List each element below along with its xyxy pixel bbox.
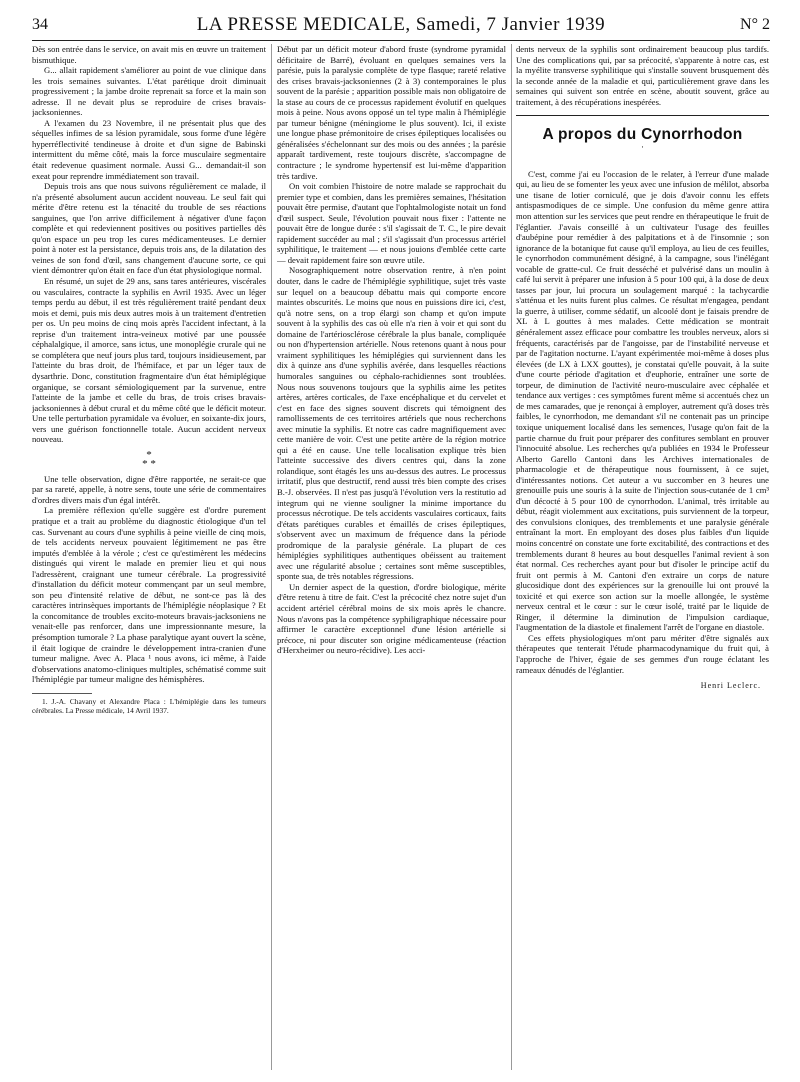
issue-date: Samedi, 7 Janvier 1939 [415,14,606,35]
page-number: 34 [32,16,48,33]
paragraph: Nosographiquement notre observation rentre, à n'en point douter, dans le cadre de l'hémiplégie syphilitique, sujet très vaste sur lequel on a beaucoup débattu mais qui comporte encore maintes obscurités. Le moins que nous en puissions dire ici, c'est, qu'à notre sens, on a trop élargi son champ et qu'on impute souvent à la syphilis des cas où elle n'a rien à voir et qui sont du domaine de l'artériosclérose cérébrale la plus banale, compliquée ou non d'hypertension artérielle. Nous retenons quant à nous pour vraiment syphilitiques les hémiplégies qui surviennent dans les dix à quinze ans d'une syphilis avérée, dans lesquelles réactions humorales sanguines ou céphalo-rachidiennes sont troublées. Nous nous souvenons toujours que la syphilis aime les petites artères, artères corticales, de l'axe encéphalique et du cervelet et c'est en face des signes souvent discrets qui témoignent des ramollissements de ces territoires artériels que nous recherchons avec minutie la syphilis. Et notre cas cadre magnifiquement avec cette manière de voir. C'est une petite artère de la région motrice qui a été en cause. Une telle localisation explique très bien l'atteinte successive des divers centres qui, dans la zone rolandique, sont étagés les uns au-dessus des autres. Le processus irritatif, plus que destructif, rend aussi très bien compte des crises B.-J. observées. Il n'est pas jusqu'à l'évolution vers la restitutio ad integrum qui ne vienne souligner la minime importance du processus nécrotique. De tels accidents vasculaires corticaux, faits d'états parétiques curables et émaillés de crises épileptiques, s'observent avec un maximum de fréquence dans la période prodromique de la paralysie générale. La plupart de ces hémiplégies syphilitiques authentiques obéissent au traitement avec une régularité absolue ; certaines sont même susceptibles, sponte sua, de très notables régressions. [277,265,506,582]
paragraph: Ces effets physiologiques m'ont paru mériter d'être signalés aux thérapeutes que tenterait l'étude pharmacodynamique du fruit qui, à l'approche de l'hiver, égaie de ses gemmes d'un rouge éclatant les rameaux dénudés de l'églantier. [516,632,769,675]
section-separator: * * * [142,448,156,470]
column-1 [32,44,266,1064]
title-ornament: · [641,141,644,152]
column-2 [277,44,506,1064]
paragraph: Depuis trois ans que nous suivons régulièrement ce malade, il n'a présenté absolument aucun accident nouveau. Le seul fait qui mérite d'être retenu est la ténacité du trouble de ses réactions sanguines, que l'on arrive difficilement à négativer d'une façon complète et qui redeviennent positives ou positives partielles dès qu'on espace un peu trop les cures médicamenteuses. Le dernier point à noter est la persistance, depuis trois ans, de la dilatation des veines de son fond d'œil, sans changement d'aucune sorte, ce qui vient démontrer qu'on était en face d'un état physiologique normal. [32,181,266,276]
paragraph: On voit combien l'histoire de notre malade se rapprochait du premier type et combien, dans les premières semaines, l'hésitation pouvait être permise, d'autant que l'ophtalmologiste notait un fond d'œil suspect. Seule, l'évolution pouvait nous fixer : l'attente ne pouvait être de longue durée : s'il s'agissait de T. C., le pire devait rapidement succéder au mal ; s'il s'agissait d'un processus artériel syphilitique, le traitement — et nous jouions d'emblée cette carte — devait rapidement faire son œuvre utile. [277,181,506,265]
column-divider-2 [511,44,512,1070]
paragraph: Dès son entrée dans le service, on avait mis en œuvre un traitement bismuthique. [32,44,266,65]
column-3 [516,44,769,1064]
paragraph: C'est, comme j'ai eu l'occasion de le relater, à l'erreur d'une malade qui, au lieu de se fomenter les yeux avec une infusion de mélilot, absorba une tisane de lotier corniculé, que je dois d'avoir connu les effets antispasmodiques de ce simple. Une confusion du même genre attira mon attention sur les services que peut rendre en thérapeutique le fruit de l'églantier. J'avais conseillé à un cultivateur l'usage des feuilles d'aubépine pour remédier à des palpitations et à de l'insomnie ; son ignorance de la botanique fut cause qu'il employa, au lieu de ces feuilles, le cynorrhodon communément désigné, à la campagne, sous l'inélégant vocable de gratte-cul. Ce fruit desséché et pulvérisé dans un moulin à café lui servit à préparer une infusion à 5 pour 100 qui, à la dose de deux tasses par jour, lui procura un soulagement marqué : la tachycardie s'atténua et les nuits furent plus calmes. Ce résultat m'engagea, pendant la guerre, à utiliser, comme sédatif, un alcoolé dont je faisais prendre de XL à L gouttes à mes malades. Cette médication se montrait généralement assez efficace pour combattre les troubles nerveux, alors si fréquents, caractérisés par de l'angoisse, par de l'instabilité nerveuse et par de l'agitation nocturne. L'ayant expérimentée moi-même à doses plus élevées (de LX à LXX gouttes), je constatai qu'elle pouvait, à la suite d'une courte période d'agitation et d'euphorie, entraîner une sorte de torpeur, de diminution de l'activité neuro-musculaire avec céphalée et tendance aux vertiges : ces symptômes furent même si accentués chez un de mes camarades, que je renonçai à employer, autrement qu'à doses très faibles, le cynorrhodon, me demandant s'il ne contenait pas un principe toxique uniquement localisé dans les semences, l'usage qu'on fait de la partie charnue du fruit pour préparer des confitures semblant en prouver l'innocuité absolue. Les recherches qu'a publiées en 1934 le Professeur Alberto Garello Cantoni dans les Archives internationales de pharmacologie et de thérapeutique nous fournissent, à ce sujet, d'intéressantes notions. Cet auteur a vu succomber en 3 heures une grenouille puis une souris à la suite de l'injection sous-cutanée de 1 cm³ d'un décocté à 5 pour 100 de cynorrhodon. L'animal, très irritable au début, réagit violemment aux excitations, puis surviennent de la torpeur, des convulsions cloniques, des tremblements et une paralysie générale entraînant la mort. En employant des doses plus faibles d'un liquide moins concentré on constate une forte excitabilité, des contractions et des tremblements durant 8 heures au bout desquelles l'animal revient à son état normal. Ces recherches ayant pour but d'isoler le principe actif du fruit ont permis à M. Cantoni d'en extraire un corps de nature glucosidique dont des expériences sur la grenouille lui ont prouvé la toxicité et qui exerce son action sur la moelle allongée, le système nerveux central et le cœur : sur le cœur isolé, traité par le liquide de Ringer, il détermine la diminution de l'impulsion cardiaque, l'augmentation de la diastole et finalement l'arrêt de l'organe en diastole. [516,168,769,633]
issue-number: N° 2 [740,16,770,33]
journal-title [32,14,770,36]
article-separator-rule [516,115,769,116]
author-signature: Henri Leclerc. [700,681,761,691]
paragraph: G... allait rapidement s'améliorer au point de vue clinique dans les trois semaines suivantes. L'état parétique droit diminuait progressivement ; la jambe droite reprenait sa force et la main son adresse. Il ne devait plus se reproduire de crises bravais-jacksoniennes. [32,65,266,118]
paragraph: Début par un déficit moteur d'abord fruste (syndrome pyramidal déficitaire de Barré), évoluant en quelques semaines vers la parésie, puis la paralysie complète de type flasque; rareté relative des crises bravais-jacksoniennes (2 à 3) contemporaines le plus souvent de la parésie ; apparition possible mais non obligatoire de la stase au cours de ce processus rapidement évolutif en quelques mois à peine. Nous avons opposé un tel type malin à l'hémiplégie par tumeur bénigne (méningiome le plus souvent). Ici, il existe une longue phase prémonitoire de crises épileptiques localisées ou généralisées s'échelonnant sur des mois ou des années ; la parésie apparaît tardivement, reste toujours discrète, s'accompagne de contracture ; le syndrome hypertensif est lui-même d'apparition très tardive. [277,44,506,181]
running-header [32,14,770,42]
column-divider-1 [271,44,272,1070]
paragraph: Une telle observation, digne d'être rapportée, ne serait-ce que par sa rareté, appelle, à notre sens, toute une série de commentaires d'ordres divers mais d'un égal intérêt. [32,473,266,505]
paragraph: Un dernier aspect de la question, d'ordre biologique, mérite d'être retenu à titre de fait. C'est la précocité chez notre sujet d'un accident artériel cérébral moins de six mois après le chancre. Nous n'avons pas la compétence syphiligraphique nécessaire pour affirmer le caractère exceptionnel d'une lésion artérielle si précoce, ni pour discuter son origine médicamenteuse (réaction d'Herxheimer ou neuro-récidive). Les acci- [277,581,506,656]
footnote-rule [32,693,92,694]
paragraph: En résumé, un sujet de 29 ans, sans tares antérieures, viscérales ou vasculaires, contracte la syphilis en Avril 1935. Avec un léger temps perdu au début, il est très régulièrement traité pendant deux mois et demi, puis mis deux autres mois à un traitement d'entretien per os. Un peu moins de cinq mois après l'accident infectant, à la reprise d'un traitement intra-veineux motivé par une poussée céphalalgique, il amorce, sans ictus, une monoplégie crurale qui ne se complétera que neuf jours plus tard, toujours insidieusement, par l'atteinte du bras droit, de l'hémiface, et par un léger taux de dysarthrie. Donc, constitution fragmentaire d'un état hémiplégique organique, se corsant sémiologiquement par la survenue, entre l'atteinte de la jambe et celle du bras, de trois crises bravais-jacksoniennes à début crural et du même côté que le déficit moteur. Une telle perturbation pyramidale va évoluer, en soixante-dix jours, vers une guérison fonctionnelle totale. Aucun accident nerveux nouveau. [32,276,266,445]
header-rule [32,40,770,41]
journal-name: LA PRESSE MEDICALE, [196,14,411,35]
paragraph: A l'examen du 23 Novembre, il ne présentait plus que des séquelles infimes de sa lésion pyramidale, sous forme d'une légère hyperréflectivité tendineuse à droite et d'un signe de Babinski intermittent du même côté, mais la force musculaire segmentaire était redevenue quasiment normale. Aussi G... demandait-il son exeat pour reprendre immédiatement son travail. [32,117,266,181]
footnote: 1. J.-A. Chavany et Alexandre Placa : L'hémiplégie dans les tumeurs cérébrales. La Presse médicale, 14 Avril 1937. [32,696,266,715]
paragraph: La première réflexion qu'elle suggère est d'ordre purement pratique et a trait au problème du diagnostic étiologique d'un tel cas. Survenant au cours d'une syphilis à peine vieille de cinq mois, de tels accidents nerveux pouvaient légitimement ne pas être imputés d'emblée à la vérole ; c'est ce qu'estimèrent les médecins distingués qui virent le malade en premier lieu et qui nous l'adressèrent, craignant une tumeur cérébrale. La progressivité d'installation du déficit moteur commençant par un seul membre, son peu d'intensité relative de début, ne sont-ce pas là des caractères intrinsèques importants de l'hémiplégie néoplasique ? Et la concomitance de troubles excito-moteurs bravais-jacksoniens ne venait-elle pas renforcer, dans une impressionnante mesure, la présomption tumorale ? La phase paralytique ayant ouvert la scène, il était logique de craindre le développement intra-cranien d'une tumeur maligne. Avec A. Placa ¹ nous avons, ici même, à l'aide d'observations anatomo-cliniques multiples, schématisé comme suit l'hémiplégie par tumeur maligne des hémisphères. [32,505,266,685]
article-title: A propos du Cynorrhodon [542,126,743,144]
paragraph: dents nerveux de la syphilis sont ordinairement beaucoup plus tardifs. Une des complications qui, par sa précocité, s'apparente à notre cas, est la myélite transverse syphilitique qui s'installe souvent brusquement dès la seconde année de la maladie et qui, particulièrement grave dans les semaines qui suivent son entrée en scène, aboutit souvent, grâce au traitement, à des récupérations inespérées. [516,44,769,107]
